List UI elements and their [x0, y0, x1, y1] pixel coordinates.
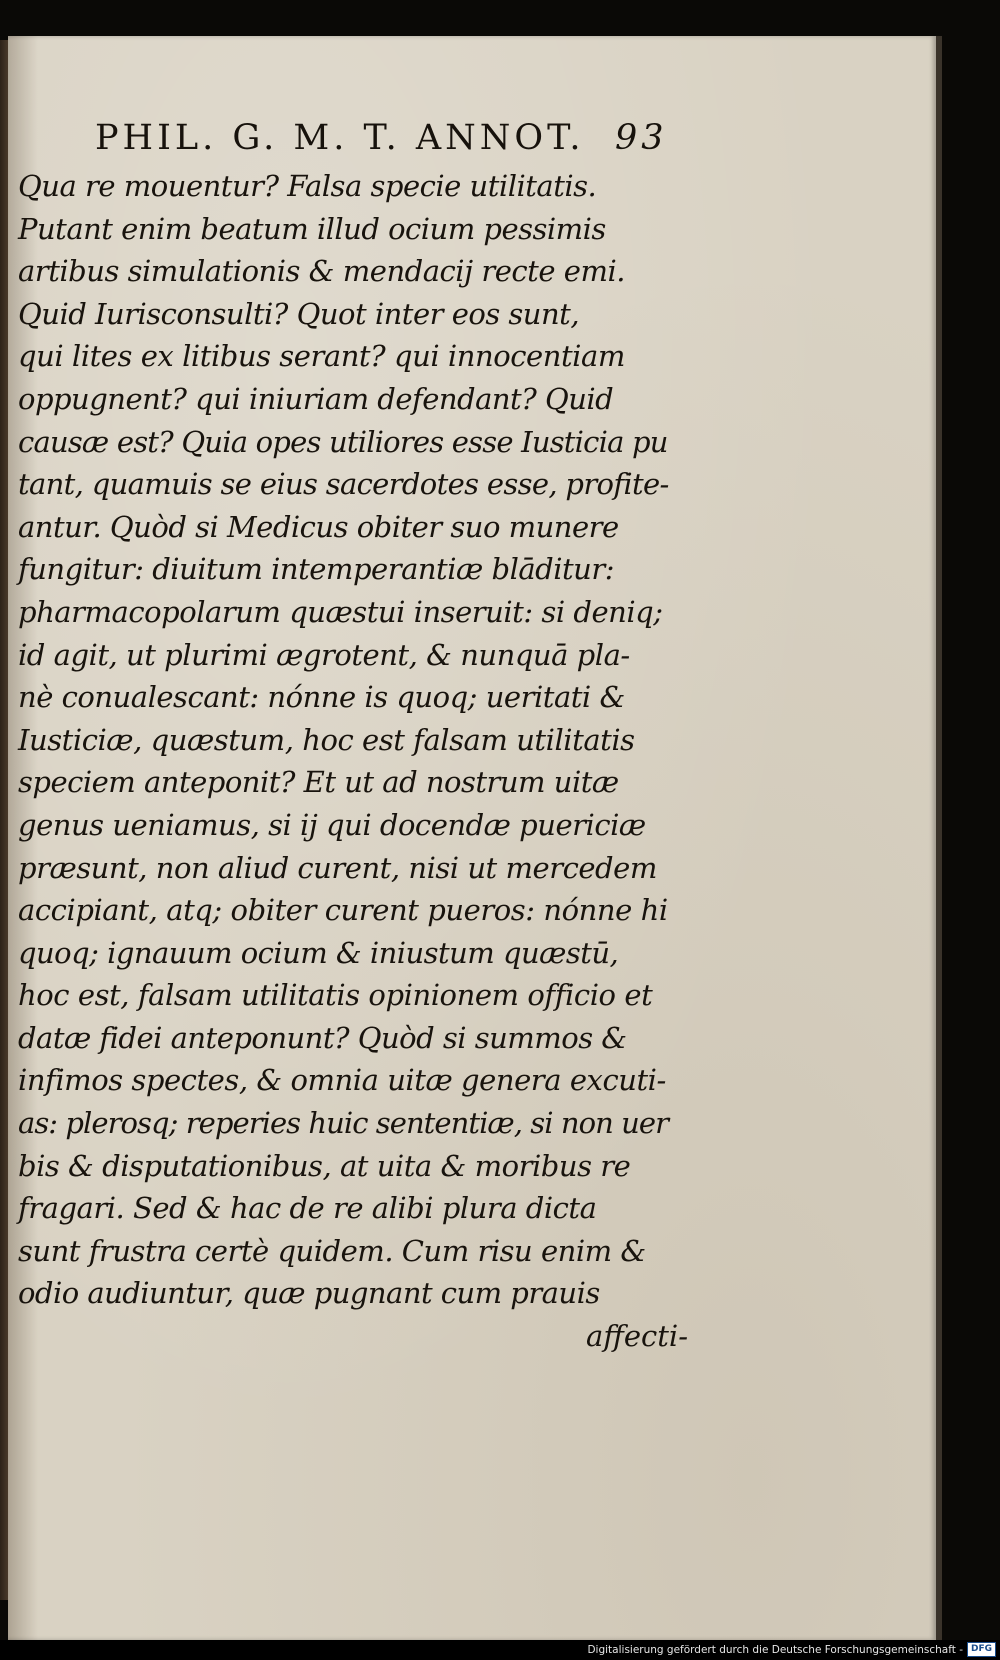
text-line: qui lites ex litibus serant? qui innocentiam — [18, 339, 625, 374]
text-line: speciem anteponit? Et ut ad nostrum uitæ — [18, 765, 619, 800]
text-line: id agit, ut plurimi ægrotent, & nunquā pla- — [18, 637, 630, 672]
text-line: fungitur: diuitum intemperantiæ blāditur: — [18, 552, 615, 587]
page-edge — [936, 36, 942, 1640]
text-line: causæ est? Quia opes utiliores esse Iusticia pu — [18, 424, 668, 459]
text-line: infimos spectes, & omnia uitæ genera excuti- — [18, 1063, 666, 1098]
text-line: quoq; ignauum ocium & iniustum quæstū, — [18, 935, 619, 970]
credit-bar — [0, 1640, 1000, 1659]
running-head — [95, 118, 895, 166]
text-line: hoc est, falsam utilitatis opinionem officio et — [18, 978, 653, 1013]
text-line: sunt frustra certè quidem. Cum risu enim & — [18, 1233, 646, 1268]
text-block — [18, 165, 688, 1358]
text-line: Putant enim beatum illud ocium pessimis — [18, 211, 606, 246]
running-head-title: PHIL. G. M. T. ANNOT. — [95, 118, 585, 158]
text-line: tant, quamuis se eius sacerdotes esse, profite- — [18, 467, 669, 502]
text-line: oppugnent? qui iniuriam defendant? Quid — [18, 381, 614, 416]
text-line: præsunt, non aliud curent, nisi ut mercedem — [18, 850, 657, 885]
text-line: accipiant, atq; obiter curent pueros: nónne hi — [18, 893, 668, 928]
text-line: as: plerosq; reperies huic sententiæ, si non uer — [18, 1106, 668, 1141]
text-line: fragari. Sed & hac de re alibi plura dicta — [18, 1191, 597, 1226]
text-line: Iusticiæ, quæstum, hoc est falsam utilitatis — [18, 722, 635, 757]
text-line: nè conualescant: nónne is quoq; ueritati & — [18, 680, 625, 715]
text-line: pharmacopolarum quæstui inseruit: si deniq; — [18, 594, 663, 629]
text-line: odio audiuntur, quæ pugnant cum prauis — [18, 1276, 600, 1311]
text-line: antur. Quòd si Medicus obiter suo munere — [18, 509, 619, 544]
catchword: affecti- — [586, 1319, 688, 1354]
text-line: Qua re mouentur? Falsa specie utilitatis. — [18, 169, 597, 203]
text-line: Quid Iurisconsulti? Quot inter eos sunt, — [18, 296, 580, 331]
dfg-logo: DFG — [967, 1642, 996, 1657]
text-line: genus ueniamus, si ij qui docendæ puericiæ — [18, 807, 646, 842]
text-line: artibus simulationis & mendacij recte emi. — [18, 254, 626, 289]
text-line: datæ fidei anteponunt? Quòd si summos & — [18, 1020, 627, 1055]
credit-text: Digitalisierung gefördert durch die Deutsche Forschungsgemeinschaft - — [587, 1644, 963, 1656]
page-number: 93 — [615, 118, 668, 158]
text-line: bis & disputationibus, at uita & moribus re — [18, 1148, 631, 1183]
